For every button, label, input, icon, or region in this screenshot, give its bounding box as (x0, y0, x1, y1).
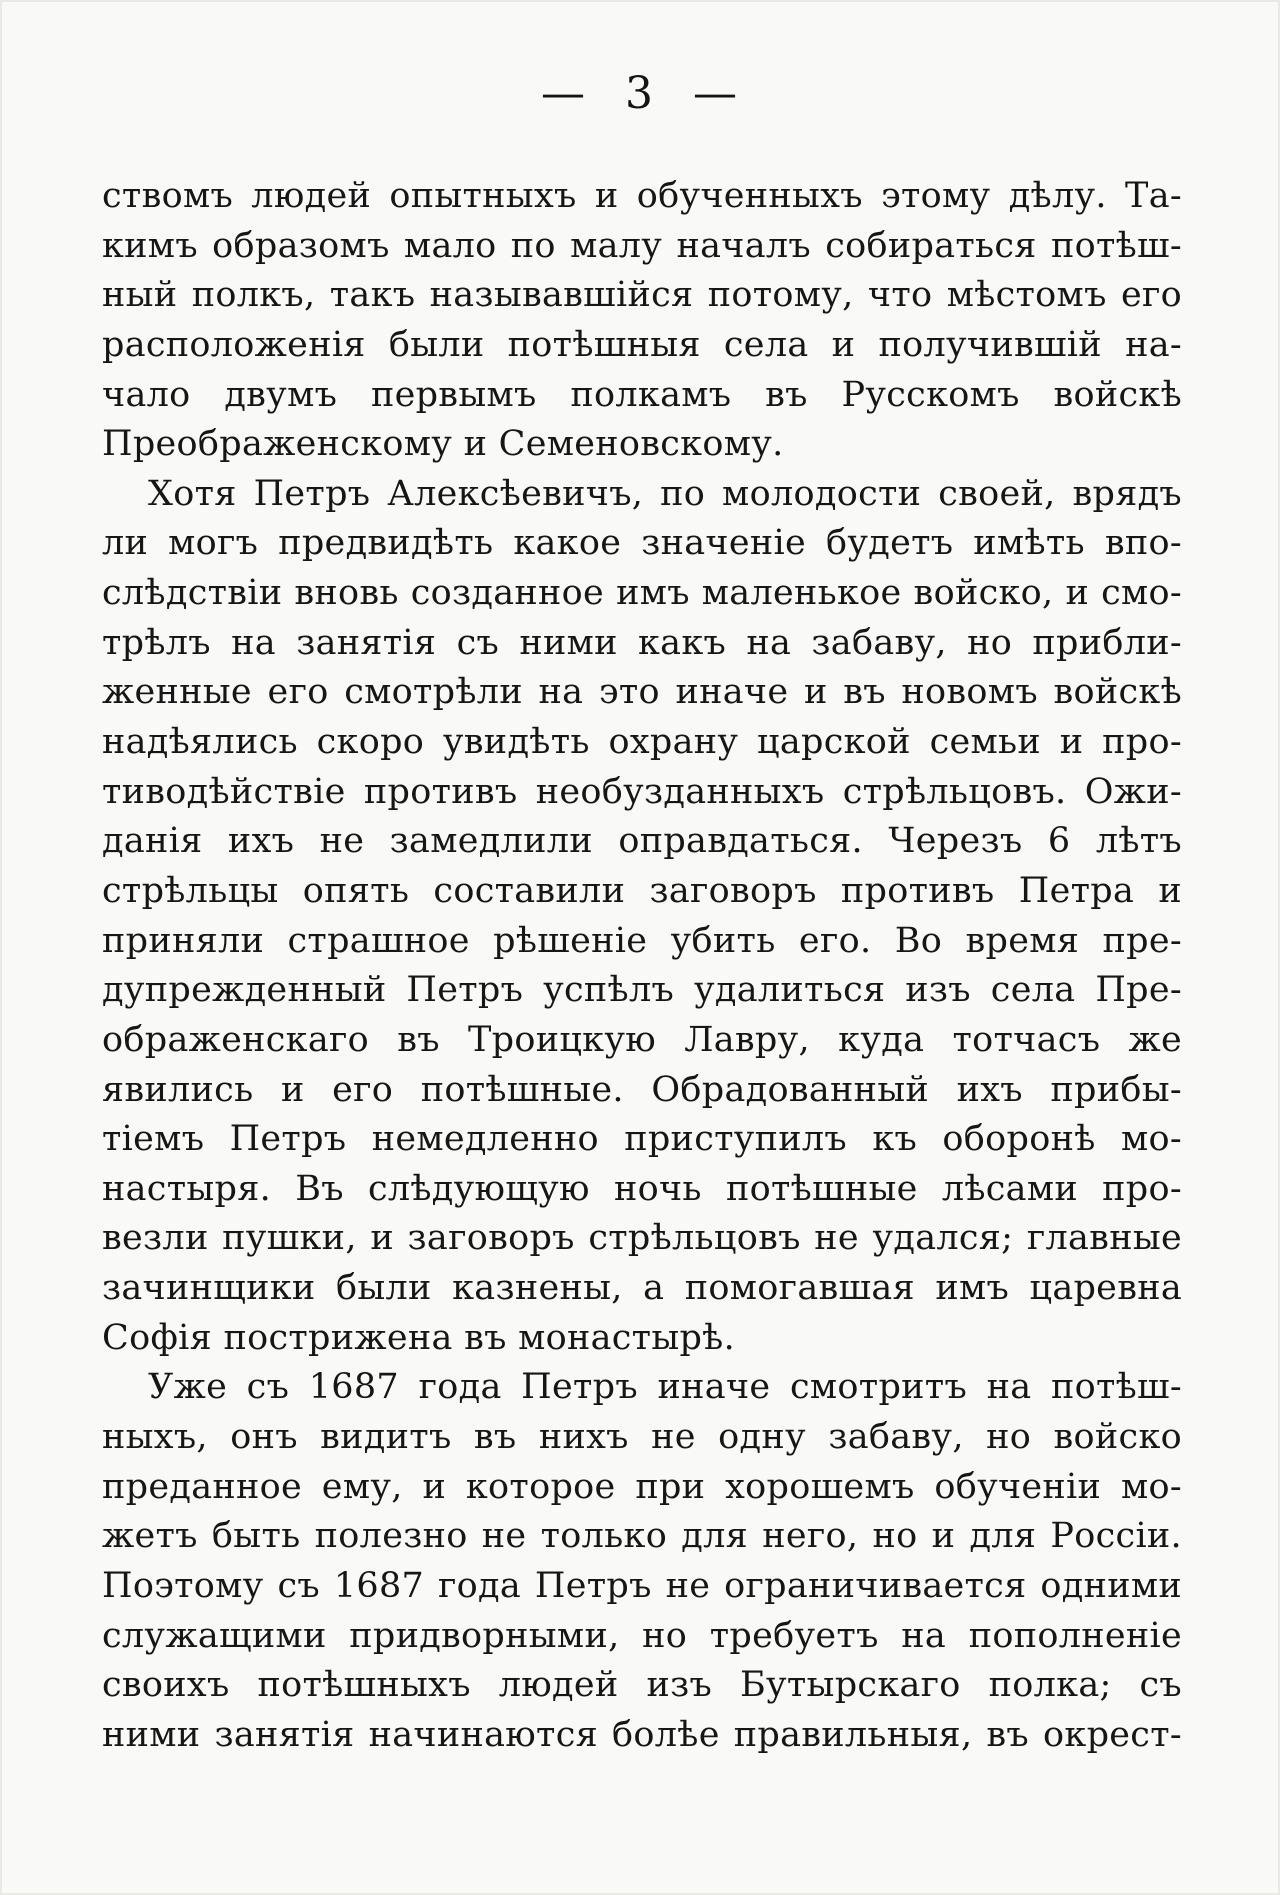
text-line: своихъ потѣшныхъ людей изъ Бутырскаго полка; съ (102, 1665, 1182, 1706)
page-header (2, 68, 1278, 119)
text-line: настыря. Въ слѣдующую ночь потѣшные лѣсами про- (102, 1168, 1182, 1209)
text-line: расположенія были потѣшныя села и получившій на- (102, 324, 1182, 365)
text-line: ный полкъ, такъ называвшійся потому, что мѣстомъ его (102, 275, 1182, 316)
text-line: приняли страшное рѣшеніе убить его. Во время пре- (102, 920, 1182, 961)
text-line: жетъ быть полезно не только для него, но и для Россіи. (102, 1516, 1182, 1557)
text-line: трѣлъ на занятія съ ними какъ на забаву, но прибли- (102, 622, 1182, 663)
text-line: Преображенскому и Семеновскому. (102, 424, 784, 465)
text-line: ныхъ, онъ видитъ въ нихъ не одну забаву, но войско (102, 1417, 1182, 1458)
text-line: Софія пострижена въ монастырѣ. (102, 1317, 736, 1358)
text-line: служащими придворными, но требуетъ на пополненіе (102, 1615, 1182, 1656)
text-line: тиводѣйствіе противъ необузданныхъ стрѣльцовъ. Ожи- (102, 771, 1182, 812)
text-line: женные его смотрѣли на это иначе и въ новомъ войскѣ (102, 672, 1182, 713)
text-line: тіемъ Петръ немедленно приступилъ къ оборонѣ мо- (102, 1119, 1182, 1160)
text-line: надѣялись скоро увидѣть охрану царской семьи и про- (102, 722, 1182, 763)
text-line: чало двумъ первымъ полкамъ въ Русскомъ войскѣ (102, 374, 1182, 415)
text-line: ображенскаго въ Троицкую Лавру, куда тотчасъ же (102, 1019, 1182, 1060)
text-line: Уже съ 1687 года Петръ иначе смотритъ на потѣш- (148, 1367, 1182, 1408)
text-line: Хотя Петръ Алексѣевичъ, по молодости своей, врядъ (148, 473, 1182, 514)
text-line: кимъ образомъ мало по малу началъ собираться потѣш- (102, 225, 1182, 266)
page-number: — 3 — (541, 68, 739, 119)
text-line: дупрежденный Петръ успѣлъ удалиться изъ села Пре- (102, 970, 1182, 1011)
text-line: преданное ему, и которое при хорошемъ обученіи мо- (102, 1466, 1182, 1507)
text-block (102, 172, 1182, 1761)
text-line: везли пушки, и заговоръ стрѣльцовъ не удался; главные (102, 1218, 1182, 1259)
text-line: ли могъ предвидѣть какое значеніе будетъ имѣть впо- (102, 523, 1182, 564)
text-line: Поэтому съ 1687 года Петръ не ограничивается одними (102, 1565, 1182, 1606)
text-line: ствомъ людей опытныхъ и обученныхъ этому дѣлу. Та- (102, 176, 1182, 216)
text-line: зачинщики были казнены, а помогавшая имъ царевна (102, 1268, 1182, 1309)
text-line: данія ихъ не замедлили оправдаться. Черезъ 6 лѣтъ (102, 821, 1182, 862)
text-line: ними занятія начинаются болѣе правильныя, въ окрест- (102, 1714, 1182, 1755)
text-line: стрѣльцы опять составили заговоръ противъ Петра и (102, 870, 1182, 911)
text-line: слѣдствіи вновь созданное имъ маленькое войско, и смо- (102, 573, 1182, 614)
text-line: явились и его потѣшные. Обрадованный ихъ прибы- (102, 1069, 1182, 1110)
